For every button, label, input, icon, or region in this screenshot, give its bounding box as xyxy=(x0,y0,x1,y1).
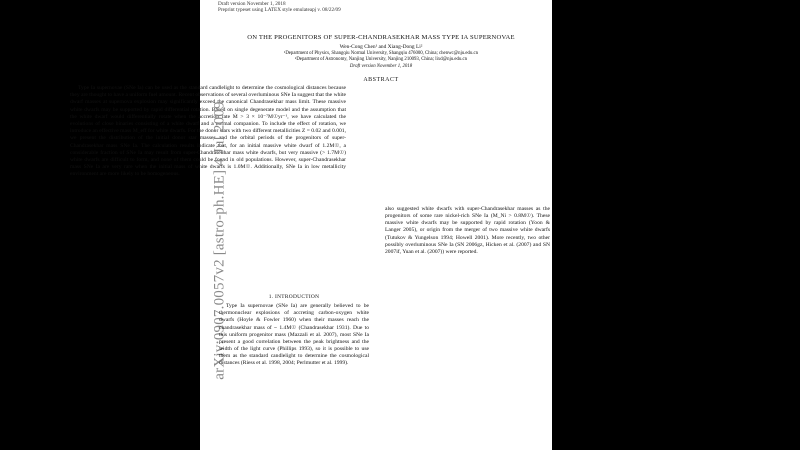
affiliation-2: ²Department of Astronomy, Nanjing University, Nanjing 210093, China; lixd@nju.edu.cn xyxy=(294,57,468,63)
right-column xyxy=(385,206,550,256)
section-heading-introduction: 1. INTRODUCTION xyxy=(268,294,320,300)
right-paragraph-1: also suggested white dwarfs with super-Chandrasekhar masses as the progenitors of some rare nickel-rich SNe Ia (M_Ni > 0.8M☉). These massive white dwarfs may be supported by rapid rotation (Yoon & Langer 2005), or origin from the merger of two massive white dwarfs (Tutukov & Yungelson 1994; Howell 2001). More recently, two other possibly overluminous SNe Ia (SN 2006gz, Hicken et al. (2007) and SN 2007if, Yuan et al. (2007)) were reported. xyxy=(385,206,550,255)
header-lines xyxy=(218,1,341,13)
paper-title: ON THE PROGENITORS OF SUPER-CHANDRASEKHAR MASS TYPE IA SUPERNOVAE xyxy=(247,34,515,41)
draft-date: Draft version November 1, 2018 xyxy=(349,64,413,69)
abstract-text: Type Ia supernovae (SNe Ia) can be used as the standard candlelight to determine the cosmological distances because they are thought to have a uniform fuel amount. Recent observations of several overluminous SNe Ia suggest that the white dwarf masses at supernova explosion may significantly exceed the canonical Chandrasekhar mass limit. These massive white dwarfs may be supported by rapid differential rotation. Based on single degenerate model and the assumption that the white dwarf would differentially rotate when the accretion rate Ṁ > 3 × 10⁻⁷M☉yr⁻¹, we have calculated the evolutions of close binaries consisting of a white dwarf and a normal companion. To include the effect of rotation, we introduce an effective mass M_eff for white dwarfs. For the donor stars with two different metallicities Z = 0.02 and 0.001, we present the distribution of the initial donor star masses and the orbital periods of the progenitors of super-Chandrasekhar mass SNe Ia. The calculation results indicate that, for an initial massive white dwarf of 1.2M☉, a considerable fraction of SNe Ia may result from super-Chandrasekhar mass white dwarfs, but very massive (> 1.7M☉) white dwarfs are difficult to form, and none of them could be found in old populations. However, super-Chandrasekhar mass SNe Ia are very rare when the initial mass of white dwarfs is 1.0M☉. Additionally, SNe Ia in low metallicity environment are more likely to be homogeneous. xyxy=(70,85,346,178)
arxiv-id[interactable]: arXiv:0907.0057v2 [astro-ph.HE] 4 Jul 2009 xyxy=(211,100,228,380)
abstract-heading: ABSTRACT xyxy=(363,77,399,83)
paper-authors: Wen-Cong Chen¹ and Xiang-Dong Li² xyxy=(339,44,423,50)
preprint-line: Preprint typeset using LATEX style emulateapj v. 08/22/09 xyxy=(218,7,341,13)
affiliations xyxy=(216,51,546,63)
affiliation-1: ¹Department of Physics, Shangqiu Normal University, Shangqiu 476000, China; chenwc@nju.edu.cn xyxy=(283,51,479,56)
left-column xyxy=(219,294,369,368)
intro-paragraph-1: Type Ia supernovae (SNe Ia) are generally believed to be thermonuclear explosions of accreting carbon-oxygen white dwarfs (Hoyle & Fowler 1960) when their masses reach the chandrasekhar mass of ~ 1.4M☉ (Chandrasekhar 1931). Due to this uniform progenitor mass (Mazzali et al. 2007), most SNe Ia present a good correlation between the peak brightness and the width of the light curve (Phillips 1993), so it is possible to use them as the standard candlelight to determine the cosmological distances (Riess et al. 1998, 2004; Perlmutter et al. 1999). xyxy=(219,303,369,367)
draft-version-line: Draft version November 1, 2018 xyxy=(218,1,286,7)
